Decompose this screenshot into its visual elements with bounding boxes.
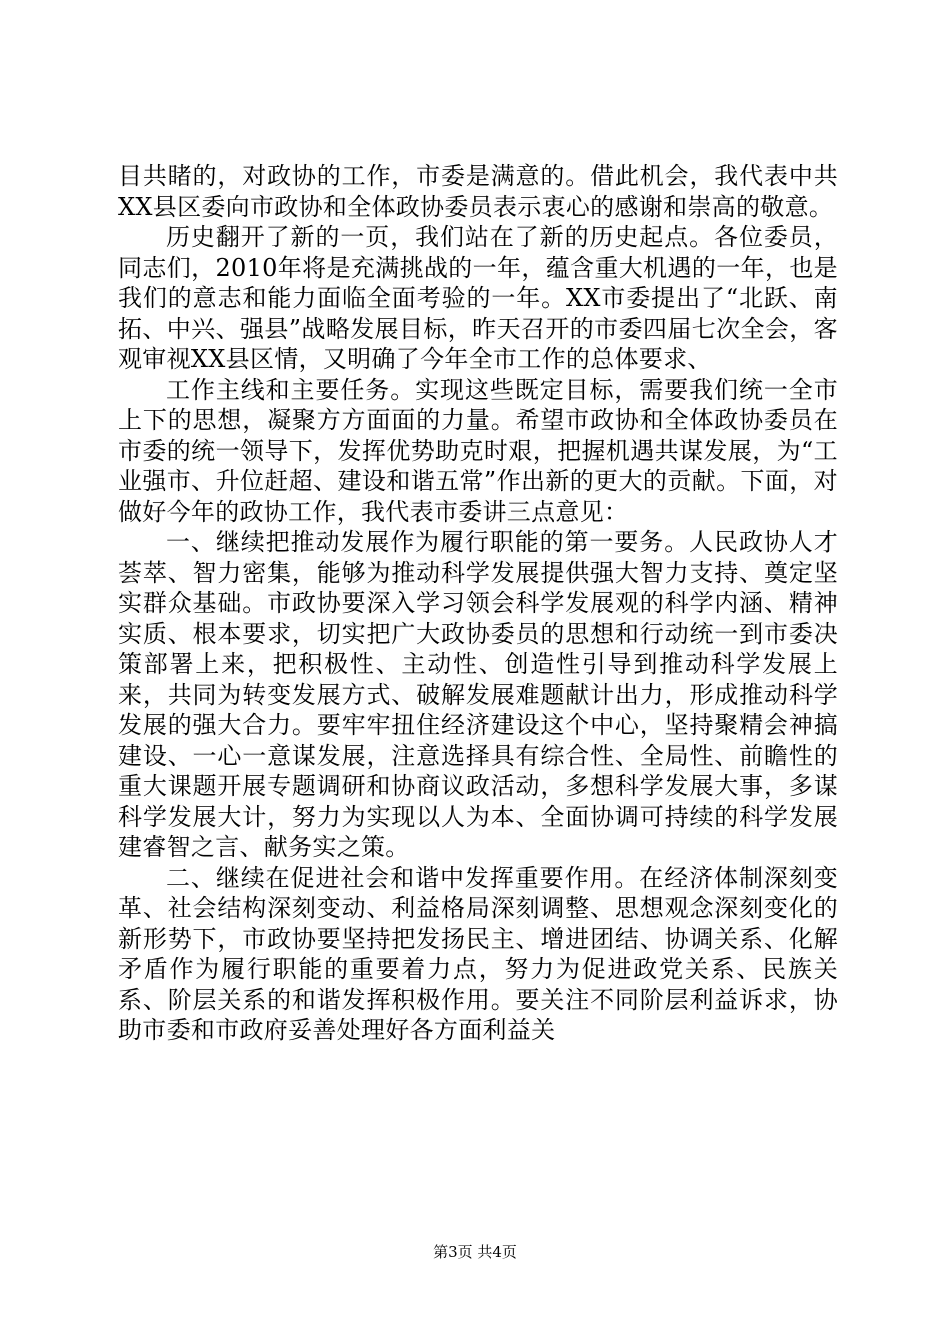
- paragraph-4: 一、继续把推动发展作为履行职能的第一要务。人民政协人才荟萃、智力密集，能够为推动科学发展提供强大智力支持、奠定坚实群众基础。市政协要深入学习领会科学发展观的科学内涵、精神实质、根本要求，切实把广大政协委员的思想和行动统一到市委决策部署上来，把积极性、主动性、创造性引导到推动科学发展上来，共同为转变发展方式、破解发展难题献计出力，形成推动科学发展的强大合力。要牢牢扭住经济建设这个中心，坚持聚精会神搞建设、一心一意谋发展，注意选择具有综合性、全局性、前瞻性的重大课题开展专题调研和协商议政活动，多想科学发展大事，多谋科学发展大计，努力为实现以人为本、全面协调可持续的科学发展建睿智之言、献务实之策。: [118, 528, 838, 861]
- paragraph-2: 历史翻开了新的一页，我们站在了新的历史起点。各位委员，同志们，2010年将是充满挑战的一年，蕴含重大机遇的一年，也是我们的意志和能力面临全面考验的一年。XX市委提出了“北跃、南拓、中兴、强县”战略发展目标，昨天召开的市委四届七次全会，客观审视XX县区情，又明确了今年全市工作的总体要求、: [118, 223, 838, 373]
- paragraph-5: 二、继续在促进社会和谐中发挥重要作用。在经济体制深刻变革、社会结构深刻变动、利益格局深刻调整、思想观念深刻变化的新形势下，市政协要坚持把发扬民主、增进团结、协调关系、化解矛盾作为履行职能的重要着力点，努力为促进政党关系、民族关系、阶层关系的和谐发挥积极作用。要关注不同阶层利益诉求，协助市委和市政府妥善处理好各方面利益关: [118, 863, 838, 1044]
- page-footer: 第3页 共4页: [433, 1243, 517, 1261]
- paragraph-3: 工作主线和主要任务。实现这些既定目标，需要我们统一全市上下的思想，凝聚方方面面的力量。希望市政协和全体政协委员在市委的统一领导下，发挥优势助克时艰，把握机遇共谋发展，为“工业强市、升位赶超、建设和谐五常”作出新的更大的贡献。下面，对做好今年的政协工作，我代表市委讲三点意见：: [118, 375, 838, 526]
- paragraph-1: 目共睹的，对政协的工作，市委是满意的。借此机会，我代表中共XX县区委向市政协和全体政协委员表示衷心的感谢和崇高的敬意。: [118, 162, 838, 221]
- document-body: [118, 161, 838, 1046]
